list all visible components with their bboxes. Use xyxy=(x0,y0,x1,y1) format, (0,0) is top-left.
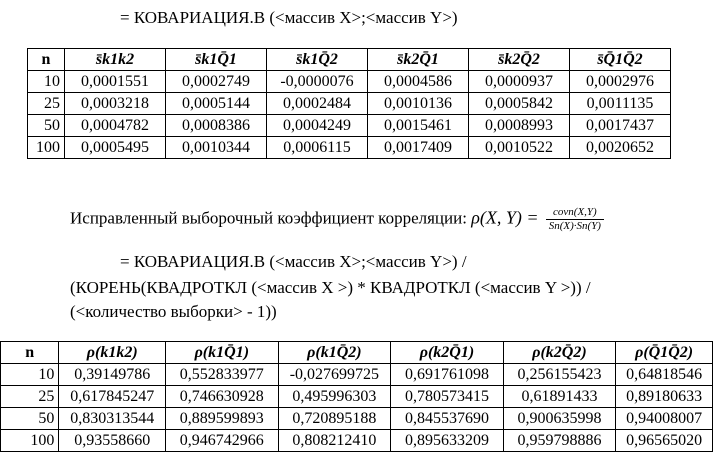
sample-size-cell: 25 xyxy=(1,386,59,408)
value-cell: 0,0002484 xyxy=(267,93,368,115)
column-header: s̄k1Q̄1 xyxy=(166,49,267,71)
column-header: s̄k1k2 xyxy=(65,49,166,71)
table-row xyxy=(28,93,671,115)
sample-size-cell: 50 xyxy=(28,115,65,137)
value-cell: 0,0008386 xyxy=(166,115,267,137)
sample-size-cell: 50 xyxy=(1,408,59,430)
table-row xyxy=(1,364,713,386)
correlation-formula-line-1: = КОВАРИАЦИЯ.В (<массив X>;<массив Y>) / xyxy=(120,252,467,271)
value-cell: 0,0001551 xyxy=(65,71,166,93)
value-cell: 0,0015461 xyxy=(368,115,469,137)
value-cell: 0,552833977 xyxy=(166,364,279,386)
column-header: s̄k2Q̄2 xyxy=(469,49,570,71)
sample-size-cell: 10 xyxy=(28,71,65,93)
column-header: s̄Q̄1Q̄2 xyxy=(570,49,671,71)
value-cell: 0,808212410 xyxy=(278,430,391,452)
value-cell: 0,0010522 xyxy=(469,137,570,159)
sample-size-cell: 100 xyxy=(28,137,65,159)
value-cell: 0,0005842 xyxy=(469,93,570,115)
column-header: ρ(k1k2) xyxy=(59,342,166,364)
value-cell: 0,0006115 xyxy=(267,137,368,159)
value-cell: 0,96565020 xyxy=(616,430,713,452)
column-header: ρ(Q̄1Q̄2) xyxy=(616,342,713,364)
correlation-lhs: ρ(X, Y) = xyxy=(471,207,539,228)
value-cell: 0,746630928 xyxy=(166,386,279,408)
table-row xyxy=(1,430,713,452)
correlation-formula-line-2: (КОРЕНЬ(КВАДРОТКЛ (<массив X >) * КВАДРОТКЛ (<массив Y >)) / xyxy=(70,278,591,297)
correlation-definition xyxy=(70,206,604,233)
value-cell: 0,0002976 xyxy=(570,71,671,93)
value-cell: 0,0020652 xyxy=(570,137,671,159)
value-cell: 0,0005495 xyxy=(65,137,166,159)
value-cell: 0,0017437 xyxy=(570,115,671,137)
value-cell: 0,691761098 xyxy=(391,364,504,386)
table-row xyxy=(28,137,671,159)
value-cell: 0,0017409 xyxy=(368,137,469,159)
column-header: s̄k1Q̄2 xyxy=(267,49,368,71)
table-row xyxy=(1,408,713,430)
table-header-row xyxy=(28,49,671,71)
sample-size-cell: 100 xyxy=(1,430,59,452)
value-cell: 0,0003218 xyxy=(65,93,166,115)
covariance-table xyxy=(27,48,671,159)
value-cell: 0,0000937 xyxy=(469,71,570,93)
column-header: ρ(k2Q̄2) xyxy=(503,342,616,364)
value-cell: 0,900635998 xyxy=(503,408,616,430)
value-cell: 0,0008993 xyxy=(469,115,570,137)
value-cell: 0,89180633 xyxy=(616,386,713,408)
value-cell: -0,0000076 xyxy=(267,71,368,93)
value-cell: 0,617845247 xyxy=(59,386,166,408)
table-row xyxy=(1,386,713,408)
value-cell: 0,94008007 xyxy=(616,408,713,430)
table-row xyxy=(28,115,671,137)
fraction-denominator: Sn(X)·Sn(Y) xyxy=(548,220,601,232)
value-cell: 0,39149786 xyxy=(59,364,166,386)
value-cell: 0,959798886 xyxy=(503,430,616,452)
value-cell: 0,0010344 xyxy=(166,137,267,159)
value-cell: 0,495996303 xyxy=(278,386,391,408)
correlation-label: Исправленный выборочный коэффициент корреляции: xyxy=(70,208,467,228)
sample-size-cell: 25 xyxy=(28,93,65,115)
correlation-table xyxy=(0,341,713,452)
value-cell: 0,720895188 xyxy=(278,408,391,430)
value-cell: 0,93558660 xyxy=(59,430,166,452)
column-header: ρ(k1Q̄1) xyxy=(166,342,279,364)
value-cell: 0,0004586 xyxy=(368,71,469,93)
value-cell: 0,845537690 xyxy=(391,408,504,430)
value-cell: 0,830313544 xyxy=(59,408,166,430)
value-cell: 0,889599893 xyxy=(166,408,279,430)
column-header: ρ(k2Q̄1) xyxy=(391,342,504,364)
value-cell: 0,64818546 xyxy=(616,364,713,386)
value-cell: 0,0010136 xyxy=(368,93,469,115)
covariance-formula: = КОВАРИАЦИЯ.В (<массив X>;<массив Y>) xyxy=(120,8,458,27)
value-cell: 0,780573415 xyxy=(391,386,504,408)
correlation-formula-line-3: (<количество выборки> - 1)) xyxy=(70,302,277,321)
value-cell: 0,0011135 xyxy=(570,93,671,115)
column-header: ρ(k1Q̄2) xyxy=(278,342,391,364)
sample-size-cell: 10 xyxy=(1,364,59,386)
table-header-row xyxy=(1,342,713,364)
value-cell: 0,256155423 xyxy=(503,364,616,386)
column-header: s̄k2Q̄1 xyxy=(368,49,469,71)
value-cell: 0,61891433 xyxy=(503,386,616,408)
table-row xyxy=(28,71,671,93)
value-cell: 0,895633209 xyxy=(391,430,504,452)
value-cell: 0,0005144 xyxy=(166,93,267,115)
correlation-fraction xyxy=(546,206,604,233)
column-header-n: n xyxy=(1,342,59,364)
value-cell: -0,027699725 xyxy=(278,364,391,386)
value-cell: 0,0004782 xyxy=(65,115,166,137)
fraction-numerator: covn(X,Y) xyxy=(546,206,604,220)
value-cell: 0,946742966 xyxy=(166,430,279,452)
value-cell: 0,0004249 xyxy=(267,115,368,137)
column-header-n: n xyxy=(28,49,65,71)
value-cell: 0,0002749 xyxy=(166,71,267,93)
